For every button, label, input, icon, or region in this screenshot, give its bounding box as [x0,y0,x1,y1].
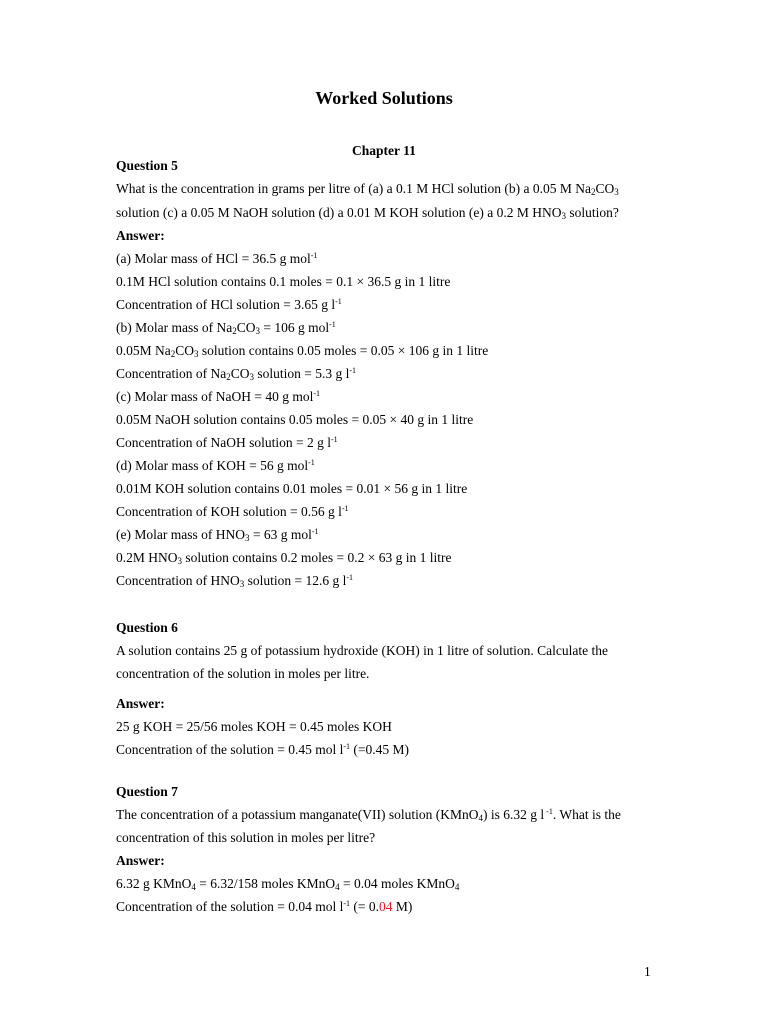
answer-line: Concentration of HCl solution = 3.65 g $l^{-1}$ [116,297,342,312]
answer-line: Concentration of $Na_2CO_3$ solution = 5.3 g $l^{-1}$ [116,366,357,382]
question-6-text-line-1: A solution contains 25 g of potassium hydroxide (KOH) in 1 litre of solution. Calculate the [116,643,608,658]
answer-line: Concentration of $HNO_3$ solution = 12.6 g $l^{-1}$ [116,573,354,589]
question-6-heading: Question 6 [116,620,178,635]
answer-line: 0.01M KOH solution contains 0.01 moles = 0.01 × 56 g in 1 litre [116,481,468,496]
question-5-text-line-2: solution (c) a 0.05 M NaOH solution (d) a 0.01 M KOH solution (e) a 0.2 M $HNO_3$ solution? [116,205,619,221]
answer-line: (a) Molar mass of HCl = 36.5 g mol$^{-1}$ [116,251,318,266]
answer-line: 0.1M HCl solution contains 0.1 moles = 0.1 × 36.5 g in 1 litre [116,274,451,289]
answer-line: Concentration of KOH solution = 0.56 g $l^{-1}$ [116,504,349,519]
answer-line: (b) Molar mass of $Na_2CO_3 = 106$ g mol$^{-1}$ [116,320,336,336]
answer-line: 0.2M $HNO_3$ solution contains 0.2 moles = 0.2 × 63 g in 1 litre [116,550,452,566]
question-5-answer-label: Answer: [116,228,165,243]
answer-line: Concentration of the solution = 0.45 mol $l^{-1}$ (=0.45 M) [116,742,409,757]
question-7-heading: Question 7 [116,784,178,799]
answer-line: Concentration of NaOH solution = 2 g $l^{-1}$ [116,435,338,450]
answer-line: Concentration of the solution = 0.04 mol $l^{-1}$ (= 0.04 M) [116,899,413,914]
answer-line: 25 g KOH = 25/56 moles KOH = 0.45 moles KOH [116,719,392,734]
question-5-text-line-1: What is the concentration in grams per litre of (a) a 0.1 M HCl solution (b) a 0.05 M $Na_2CO_3$ [116,181,619,197]
question-5-heading: Question 5 [116,158,178,173]
question-7-answer-label: Answer: [116,853,165,868]
answer-line: (c) Molar mass of NaOH = 40 g mol$^{-1}$ [116,389,320,404]
question-6-answer-label: Answer: [116,696,165,711]
highlighted-value: 04 [379,899,393,914]
chapter-heading: Chapter 11 [352,143,416,158]
page-number: 1 [644,964,651,979]
question-7-text-line-1: The concentration of a potassium manganate(VII) solution (KMnO$_4$) is 6.32 g l $^{-1}$. What is the [116,807,621,823]
answer-line: (e) Molar mass of $HNO_3 = 63$ g mol$^{-1}$ [116,527,319,543]
question-6-text-line-2: concentration of the solution in moles per litre. [116,666,370,681]
answer-line: 6.32 g KMnO$_4$ = 6.32/158 moles KMnO$_4$ = 0.04 moles KMnO$_4$ [116,876,460,892]
question-7-text-line-2: concentration of this solution in moles per litre? [116,830,376,845]
page-title: Worked Solutions [315,88,453,108]
answer-line: 0.05M NaOH solution contains 0.05 moles = 0.05 × 40 g in 1 litre [116,412,474,427]
answer-line: (d) Molar mass of KOH = 56 g mol$^{-1}$ [116,458,315,473]
answer-line: 0.05M $Na_2CO_3$ solution contains 0.05 moles = 0.05 × 106 g in 1 litre [116,343,489,359]
